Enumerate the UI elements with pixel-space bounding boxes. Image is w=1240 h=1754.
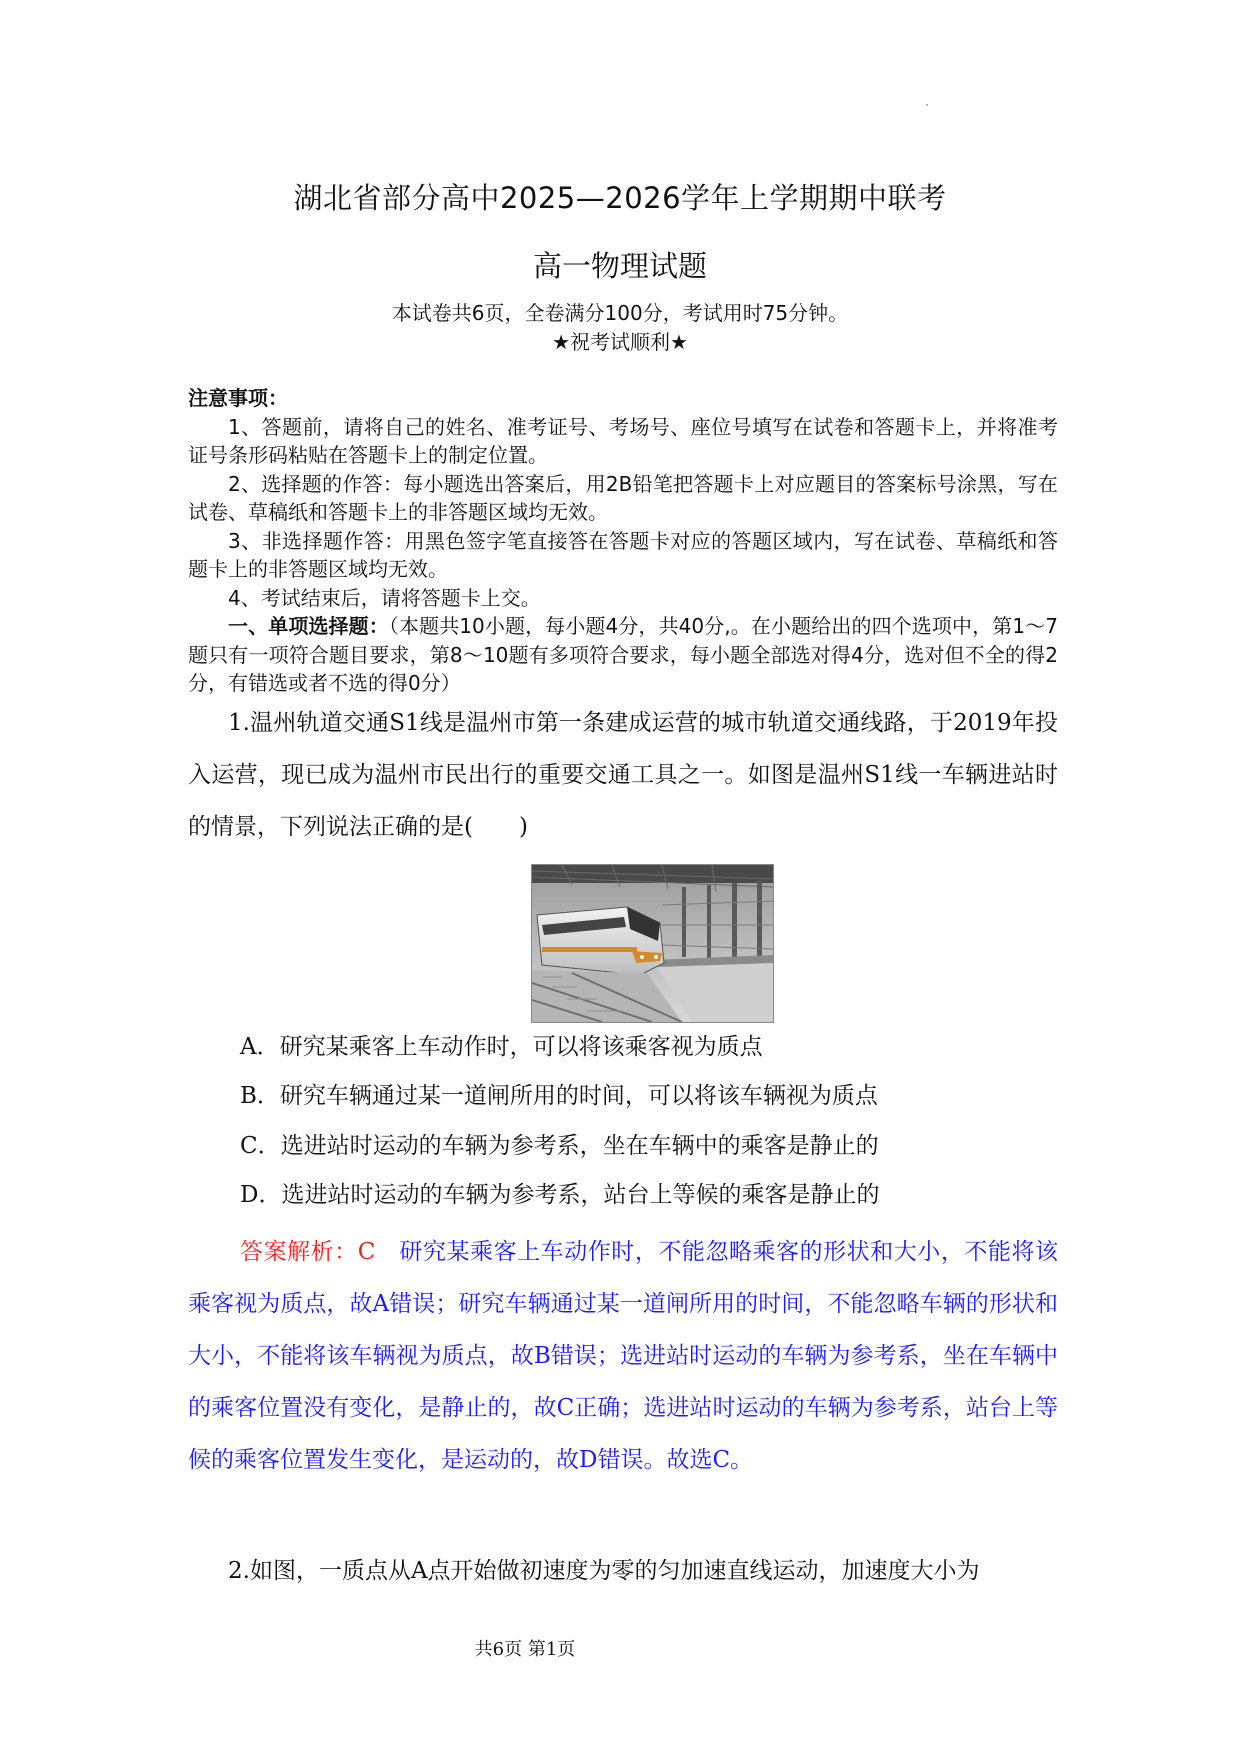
section-text: （本题共10小题，每小题4分，共40分,。在小题给出的四个选项中，第1～7题只有一项符合题目要求，第8～10题有多项符合要求，每小题全部选对得4分，选对但不全的得2分，有错选或者不选的得0分） [188, 614, 1058, 695]
option-b: B．研究车辆通过某一道闸所用的时间，可以将该车辆视为质点 [240, 1083, 878, 1109]
answer-text: 研究某乘客上车动作时，不能忽略乘客的形状和大小，不能将该乘客视为质点，故A错误；研究车辆通过某一道闸所用的时间，不能忽略车辆的形状和大小，不能将该车辆视为质点，故B错误；选进站时运动的车辆为参考系，坐在车辆中的乘客位置没有变化，是静止的，故C正确；选进站时运动的车辆为参考系，站台上等候的乘客位置发生变化，是运动的，故D错误。故选C。 [188, 1239, 1059, 1473]
answer-label: 答案解析：C [240, 1239, 376, 1265]
notes-block [188, 384, 1058, 698]
note-item: 2、选择题的作答：每小题选出答案后，用2B铅笔把答题卡上对应题目的答案标号涂黑，写在试卷、草稿纸和答题卡上的非答题区域均无效。 [188, 471, 1058, 524]
note-item: 1、答题前，请将自己的姓名、准考证号、考场号、座位号填写在试卷和答题卡上，并将准考证号条形码粘贴在答题卡上的制定位置。 [188, 414, 1058, 467]
exam-subtitle: 高一物理试题 [532, 249, 707, 283]
notes-heading: 注意事项： [188, 386, 288, 410]
exam-info: 本试卷共6页，全卷满分100分，考试用时75分钟。 [391, 301, 849, 325]
question-2-stem: 2.如图，一质点从A点开始做初速度为零的匀加速直线运动，加速度大小为 [228, 1558, 980, 1584]
option-d: D．选进站时运动的车辆为参考系，站台上等候的乘客是静止的 [240, 1182, 880, 1208]
page-footer: 共6页 第1页 [474, 1639, 576, 1660]
option-c: C．选进站时运动的车辆为参考系，坐在车辆中的乘客是静止的 [240, 1133, 879, 1159]
exam-title: 湖北省部分高中2025—2026学年上学期期中联考 [293, 181, 947, 215]
section-title: 一、单项选择题： [228, 614, 389, 638]
train-photo [531, 864, 774, 1023]
question-1-stem: 1.温州轨道交通S1线是温州市第一条建成运营的城市轨道交通线路，于2019年投入运营，现已成为温州市民出行的重要交通工具之一。如图是温州S1线一车辆进站时的情景，下列说法正确的是( ) [188, 710, 1058, 840]
section-intro [188, 612, 1058, 698]
answer-explanation [188, 1226, 1058, 1486]
exam-wish: ★祝考试顺利★ [552, 330, 688, 354]
note-item: 4、考试结束后，请将答题卡上交。 [228, 585, 541, 610]
option-a: A．研究某乘客上车动作时，可以将该乘客视为质点 [240, 1034, 763, 1060]
scan-speck [926, 104, 928, 106]
note-item: 3、非选择题作答：用黑色签字笔直接答在答题卡对应的答题区域内，写在试卷、草稿纸和答题卡上的非答题区域均无效。 [188, 528, 1058, 581]
